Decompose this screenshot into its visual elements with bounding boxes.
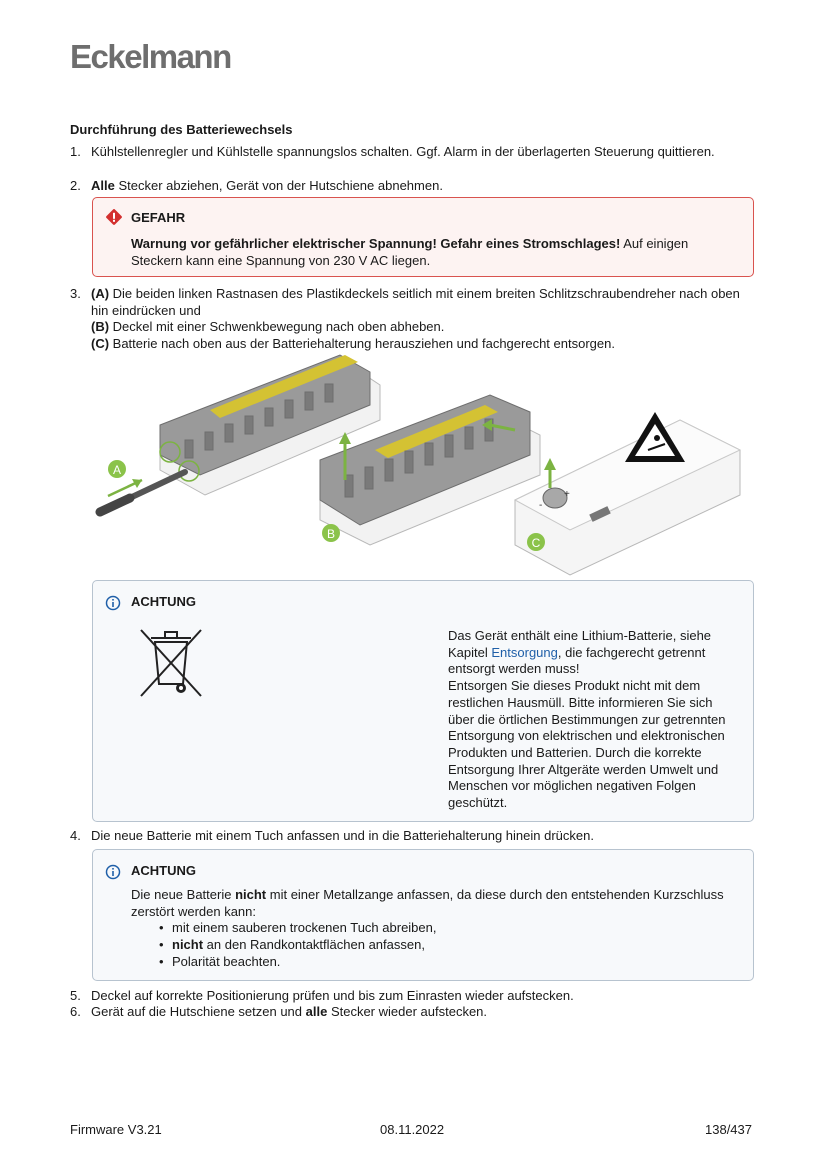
footer-firmware: Firmware V3.21	[70, 1122, 162, 1137]
notice-text-post: mit einer Metallzange anfassen, da diese durch den entstehenden Kurzschluss zerstört werden kann:	[131, 887, 724, 919]
list-item-bold: nicht	[172, 937, 204, 953]
step-5	[70, 988, 760, 1005]
step-text-pre: Gerät auf die Hutschiene setzen und	[91, 1004, 306, 1019]
footer-page-number: 138/437	[705, 1122, 752, 1137]
step-text: Kühlstellenregler und Kühlstelle spannungslos schalten. Ggf. Alarm in der überlagerten Steuerung quittieren.	[91, 144, 715, 159]
step-number: 2.	[70, 178, 81, 193]
substep-c-text: Batterie nach oben aus der Batteriehalterung herausziehen und fachgerecht entsorgen.	[109, 335, 615, 351]
notice-text-post: , die fachgerecht getrennt entsorgt werden muss!	[448, 644, 706, 677]
notice-title: ACHTUNG	[131, 863, 196, 878]
step-bold: alle	[305, 1004, 328, 1019]
danger-body	[131, 236, 741, 269]
notice-title: ACHTUNG	[131, 594, 196, 609]
svg-text:-: -	[539, 500, 543, 511]
step-text: Deckel auf korrekte Positionierung prüfen und bis zum Einrasten wieder aufstecken.	[91, 988, 574, 1003]
footer-date: 08.11.2022	[380, 1122, 445, 1137]
step-number: 1.	[70, 144, 81, 159]
step-4	[70, 828, 760, 845]
notice-box-battery-handling	[92, 849, 754, 981]
device-open-battery	[515, 412, 740, 575]
handling-list	[131, 920, 731, 970]
list-item: • mit einem sauberen trockenen Tuch abreiben,	[159, 920, 731, 937]
entsorgung-link[interactable]: Entsorgung	[491, 644, 558, 660]
label-a: A	[112, 463, 122, 477]
danger-box	[92, 197, 754, 277]
warning-icon	[105, 208, 123, 229]
list-item: • Polarität beachten.	[159, 954, 731, 971]
substep-b-label: (B)	[91, 319, 110, 334]
notice-body	[448, 628, 738, 812]
notice-text-disposal: Entsorgen Sie dieses Produkt nicht mit dem restlichen Hausmüll. Bitte informieren Sie sich über die örtlichen Bestimmungen zur getrennten Entsorgung von elektrischen und elektronischen Produkten und Batterien. Durch die korrekte Entsorgung Ihrer Altgeräte werden Umwelt und Menschen vor möglichen negativen Folgen geschützt.	[448, 678, 726, 811]
danger-text: Auf einigen Steckern kann eine Spannung von 230 V AC liegen.	[131, 236, 689, 268]
list-item	[159, 937, 731, 954]
step-2	[70, 178, 760, 195]
weee-bin-icon	[137, 626, 205, 701]
step-3	[70, 286, 760, 352]
label-b: B	[326, 527, 336, 541]
notice-bold: nicht	[235, 887, 267, 902]
step-number: 5.	[70, 988, 81, 1003]
info-icon	[105, 595, 121, 614]
danger-title: GEFAHR	[131, 210, 186, 225]
substep-a-text: Die beiden linken Rastnasen des Plastikdeckels seitlich mit einem breiten Schlitzschraubendreher nach oben hin eindrücken und	[91, 286, 740, 318]
step-number: 4.	[70, 828, 81, 843]
svg-text:+: +	[564, 489, 570, 500]
info-icon	[105, 864, 121, 883]
notice-body	[131, 887, 731, 971]
section-heading: Durchführung des Batteriewechsels	[70, 122, 293, 137]
notice-text-pre: Das Gerät enthält eine Lithium-Batterie, siehe Kapitel	[448, 628, 712, 660]
step-bold: Alle	[91, 178, 115, 193]
step-6	[70, 1004, 760, 1021]
step-text: Die neue Batterie mit einem Tuch anfassen und in die Batteriehalterung hinein drücken.	[91, 828, 594, 843]
notice-box-disposal	[92, 580, 754, 822]
danger-bold: Warnung vor gefährlicher elektrischer Spannung! Gefahr eines Stromschlages!	[131, 236, 621, 251]
battery-replacement-illustration	[90, 350, 770, 580]
step-text-post: Stecker wieder aufstecken.	[327, 1004, 488, 1019]
notice-text-pre: Die neue Batterie	[131, 887, 236, 902]
substep-a-label: (A)	[91, 286, 110, 301]
substep-b-text: Deckel mit einer Schwenkbewegung nach oben abheben.	[109, 319, 445, 334]
step-number: 3.	[70, 286, 81, 301]
step-number: 6.	[70, 1004, 81, 1019]
step-text: Stecker abziehen, Gerät von der Hutschiene abnehmen.	[114, 178, 443, 193]
list-item-text: an den Randkontaktflächen anfassen,	[203, 937, 425, 953]
label-c: C	[531, 536, 541, 550]
company-logo: Eckelmann	[70, 38, 231, 75]
substep-c-label: (C)	[91, 335, 110, 351]
step-1	[70, 144, 760, 161]
